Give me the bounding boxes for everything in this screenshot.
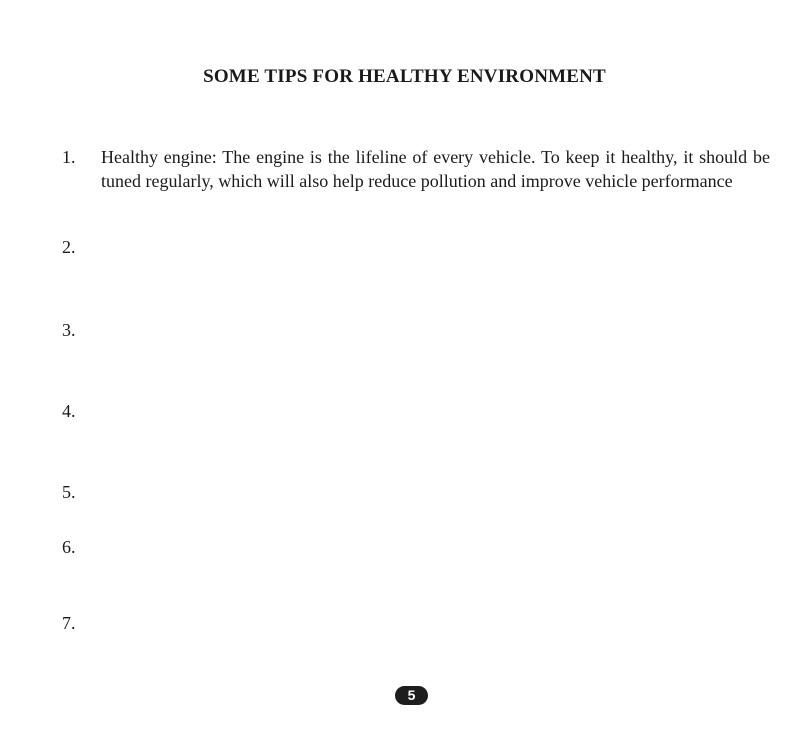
page-number-badge: 5 [395,686,428,705]
tip-number: 7. [62,613,76,633]
tip-text: Healthy engine: The engine is the lifeline of every vehicle. To keep it healthy, it should be tuned regularly, which will also help reduce pollution and improve vehicle performance [101,147,770,191]
tip-number: 6. [62,537,76,557]
tip-number: 1. [62,147,76,167]
page-title: SOME TIPS FOR HEALTHY ENVIRONMENT [203,66,606,87]
tip-number: 5. [62,482,76,502]
tip-number: 3. [62,320,76,340]
tip-number: 2. [62,237,76,257]
list-item [62,145,770,193]
tip-number: 4. [62,401,76,421]
